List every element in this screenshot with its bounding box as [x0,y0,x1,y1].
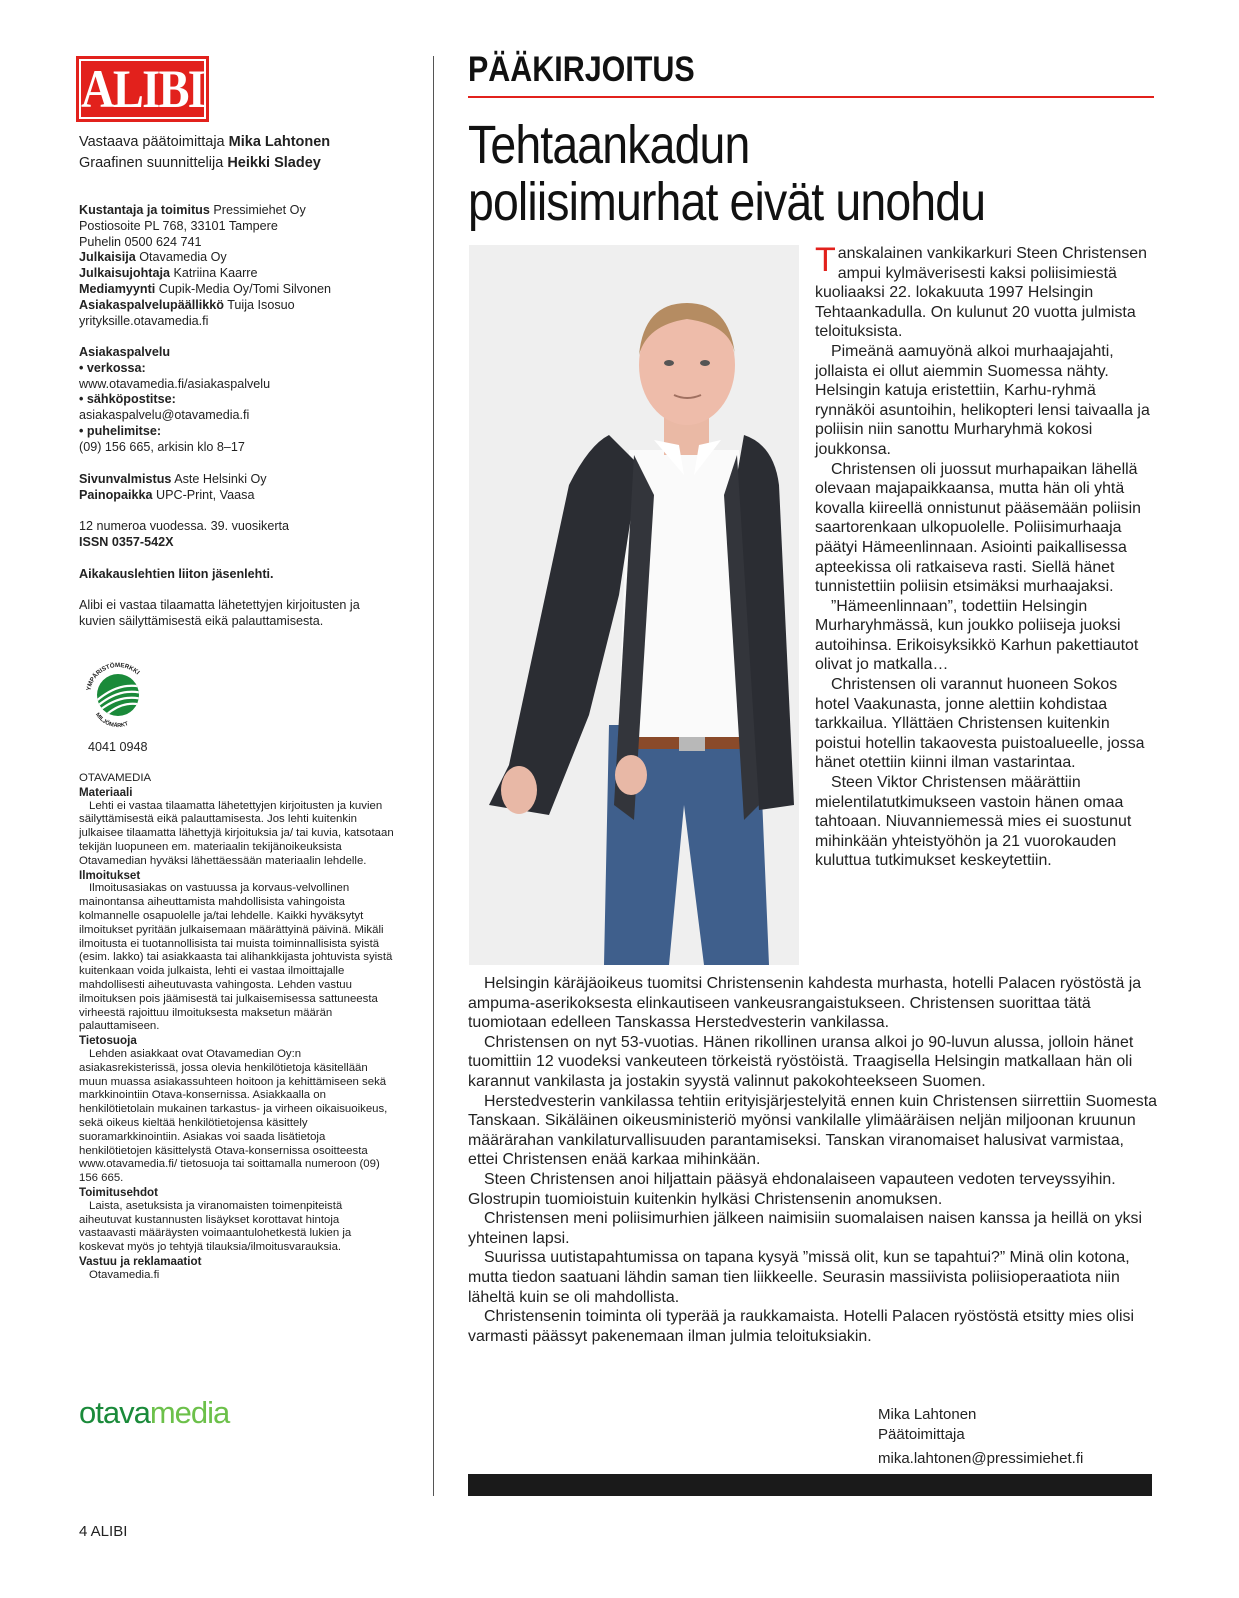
article-paragraph: Herstedvesterin vankilassa tehtiin erityisjärjestelyitä ennen kuin Christensen siirrettiin Suomesta Tanskaan. Sikäläinen oikeusministeriö myönsi vankilalle ylimääräisen neljän miljoonan kruunun määrärahan vankilaturvallisuuden parantamiseksi. Tanskan viranomaiset halusivat varmistaa, ettei Christensen enää karkaa mihinkään. [468,1092,1158,1169]
membership-note: Aikakauslehtien liiton jäsenlehti. [79,567,274,581]
svg-text:YMPÄRISTÖMERKKI: YMPÄRISTÖMERKKI [85,661,141,692]
signature [878,1405,1083,1469]
article-paragraph: Steen Viktor Christensen määrättiin mielentilatutkimukseen vastoin hänen omaa tahtoaan. Niuvanniemessä mies ei suostunut mihinkään yhteistyöhön ja 21 vuorokauden kuluttua tutkimukset keskeytettiin. [815,774,1132,870]
article-paragraph: Tanskalainen vankikarkuri Steen Christensen ampui kylmäverisesti kaksi poliisimiestä kuoliaaksi 22. lokakuuta 1997 Helsingin Tehtaankadulla. On kulunut 20 vuotta julmista teloituksista. [815,241,1147,341]
credits [79,132,330,174]
page-number: 4 ALIBI [79,1523,128,1540]
editor-photo [469,245,799,965]
swan-ecolabel-icon [80,657,156,733]
signature-title: Päätoimittaja [878,1425,965,1443]
article-paragraph: Christensen meni poliisimurhien jälkeen naimisiin suomalaisen naisen kanssa ja heillä on yksi yhteinen lapsi. [468,1210,1143,1247]
footer-bar [468,1474,1152,1496]
headline: Tehtaankadun poliisimurhat eivät unohdu [468,115,986,232]
article-paragraph: ”Hämeenlinnaan”, todettiin Helsingin Murharyhmässä, kun joukko poliiseja juoksi autoihinsa. Erikoisyksikkö Karhun pakettiautot olivat jo matkalla… [815,597,1139,674]
article-body [468,974,1158,1346]
dropcap: T [815,241,836,279]
article-paragraph: Christensen on nyt 53-vuotias. Hänen rikollinen uransa alkoi jo 90-luvun alussa, jolloin hänet tuomittiin 12 vuodeksi vankeuteen törkeistä ryöstöistä. Traagisella Helsingin matkallaan hän oli karannut vankilasta ja jostakin syystä valinnut pakokohteekseen Suomen. [468,1033,1134,1090]
disclaimer: Alibi ei vastaa tilaamatta lähetettyjen kirjoitusten ja kuvien säilyttämisestä eikä palauttamisesta. [79,598,360,628]
alibi-logo: ALIBI [76,56,209,122]
section-rule [468,96,1154,98]
article-paragraph: Suurissa uutistapahtumissa on tapana kysyä ”missä olit, kun se tapahtui?” Minä olin kotona, mutta tiedon saatuani lähdin saman tien liikkeelle. Seurasin massiivista poliisioperaatiota niin läheltä kuin se oli mahdollista. [468,1249,1130,1306]
frequency-info: 12 numeroa vuodessa. 39. vuosikerta ISSN 0357-542X [79,519,290,549]
article-paragraph: Pimeänä aamuyönä alkoi murhaajajahti, jollaista ei ollut aiemmin Suomessa nähty. Helsingin katuja eristettiin, Karhu-ryhmä rynnäköi asuntoihin, helikopteri lensi taivaalla ja poliisin niin sanottu Murharyhmä kokosi joukkonsa. [815,342,1150,458]
signature-name: Mika Lahtonen [878,1406,977,1423]
credit-line: Vastaava päätoimittaja Mika Lahtonen [79,134,331,150]
otavamedia-logo: otavamedia [79,1395,230,1430]
credit-line: Graafinen suunnittelija Heikki Sladey [79,155,321,171]
section-title: PÄÄKIRJOITUS [468,50,695,89]
print-info: Sivunvalmistus Aste Helsinki Oy Painopaikka UPC-Print, Vaasa [79,472,267,502]
ecolabel-code: 4041 0948 [88,740,148,754]
publisher-info: Kustantaja ja toimitus Pressimiehet Oy Postiosoite PL 768, 33101 Tampere Puhelin 0500 624 741 Julkaisija Otavamedia Oy Julkaisujohtaja Katriina Kaarre Mediamyynti Cupik-Media Oy/Tomi Silvonen Asiakaspalvelupäällikkö Tuija Isosuo yrityksille.otavamedia.fi [79,203,331,328]
customer-service: Asiakaspalvelu • verkossa: www.otavamedia.fi/asiakaspalvelu • sähköpostitse: asiakaspalvelu@otavamedia.fi • puhelimitse: (09) 156 665, arkisin klo 8–17 [79,345,271,454]
column-divider [433,56,434,1496]
article-column [815,241,1155,871]
article-paragraph: Christensenin toiminta oli typerää ja raukkamaista. Hotelli Palacen ryöstöstä etsitty mies olisi varmasti päässyt pakenemaan ilman julmia teloituksiakin. [468,1308,1135,1345]
article-paragraph: Steen Christensen anoi hiljattain pääsyä ehdonalaiseen vapauteen vedoten terveyssyihin. Glostrupin tuomioistuin kuitenkin hylkäsi Christensenin anomuksen. [468,1170,1116,1208]
article-paragraph: Helsingin käräjäoikeus tuomitsi Christensenin kahdesta murhasta, hotelli Palacen ryöstöstä ja ampuma-aserikoksesta elinkautiseen vankeusrangaistukseen. Christensen suorittaa tätä tuomiotaan edelleen Tanskassa Herstedvesterin vankilassa. [468,975,1142,1032]
signature-email[interactable]: mika.lahtonen@pressimiehet.fi [878,1450,1084,1467]
article-paragraph: Christensen oli varannut huoneen Sokos hotel Vaakunasta, jonne alettiin kohdistaa tarkkailua. Yllättäen Christensen kuitenkin poistui hotellin takaovesta puistoalueelle, jossa hänet otettiin kiinni ilman vastarintaa. [815,676,1145,772]
legal-notice: OTAVAMEDIA Materiaali Lehti ei vastaa tilaamatta lähetettyjen kirjoitusten ja kuvien säilyttämisestä eikä palauttamisesta. Jos lehti kuitenkin julkaisee tilaamatta lähettyjä kirjoituksia ja/ tai kuvia, katsotaan tekijän luopuneen em. materiaalin tekijänoikeuksista Otavamedian hyväksi lähettäessään materiaalin lehdelle. Ilmoitukset Ilmoitusasiakas on vastuussa ja korvaus-velvollinen mainontansa aiheuttamista mahdollisista vahingoista kolmannelle osapuolelle ja/tai lehdelle. Kaikki hyväksytyt ilmoitukset pyritään julkaisemaan määrättyinä päivinä. Mikäli ilmoitusta ei tuotannollisista tai muista toiminnallisista syistä (esim. lakko) tai asiakkaasta tai alihankkijasta johtuvista syistä kuitenkaan voida julkaista, lehti ei vastaa ilmoittajalle mahdollisesti aiheutuvasta vahingosta. Lehden vastuu ilmoituksen pois jäämisestä tai julkaisemisessa sattuneesta virheestä rajoittuu ilmoituksesta maksetun määrän palauttamiseen. Tietosuoja Lehden asiakkaat ovat Otavamedian Oy:n asiakasrekisterissä, jossa olevia henkilötietoja käsitellään muun muassa asiakassuhteen hoitoon ja kehittämiseen sekä markkinointiin Otava-konsernissa. Asiakkaalla on henkilötietolain mukainen tarkastus- ja virheen oikaisuoikeus, sekä oikeus kieltää henkilötietojensa käsittely suoramarkkinointiin. Asiakas voi saada lisätietoja henkilötietojen käsittelystä Otava-konsernissa osoitteesta www.otavamedia.fi/ tietosuoja tai soittamalla numeroon (09) 156 665. Toimitusehdot Laista, asetuksista ja viranomaisten toimenpiteistä aiheutuvat kustannusten lisäykset korottavat hintoja vastaavasti määräysten voimaantulohetkestä lukien ja koskevat myös jo tehtyjä tilauksia/ilmoitusvarauksia. Vastuu ja reklamaatiot Otavamedia.fi [79,772,394,1281]
article-paragraph: Christensen oli juossut murhapaikan lähellä olevaan majapaikkaansa, mutta hän oli yhtä kovalla kiireellä onnistunut pääsemään poliisin saartorenkaan ulkopuolelle. Poliisimurhaaja päätyi Hämeenlinnaan. Asiointi paikallisessa apteekissa oli ratkaiseva rasti. Siellä hänet tunnistettiin poliisin etsimäksi murhaajaksi. [815,460,1141,596]
svg-text:MILJÖMÄRKT: MILJÖMÄRKT [94,712,130,730]
